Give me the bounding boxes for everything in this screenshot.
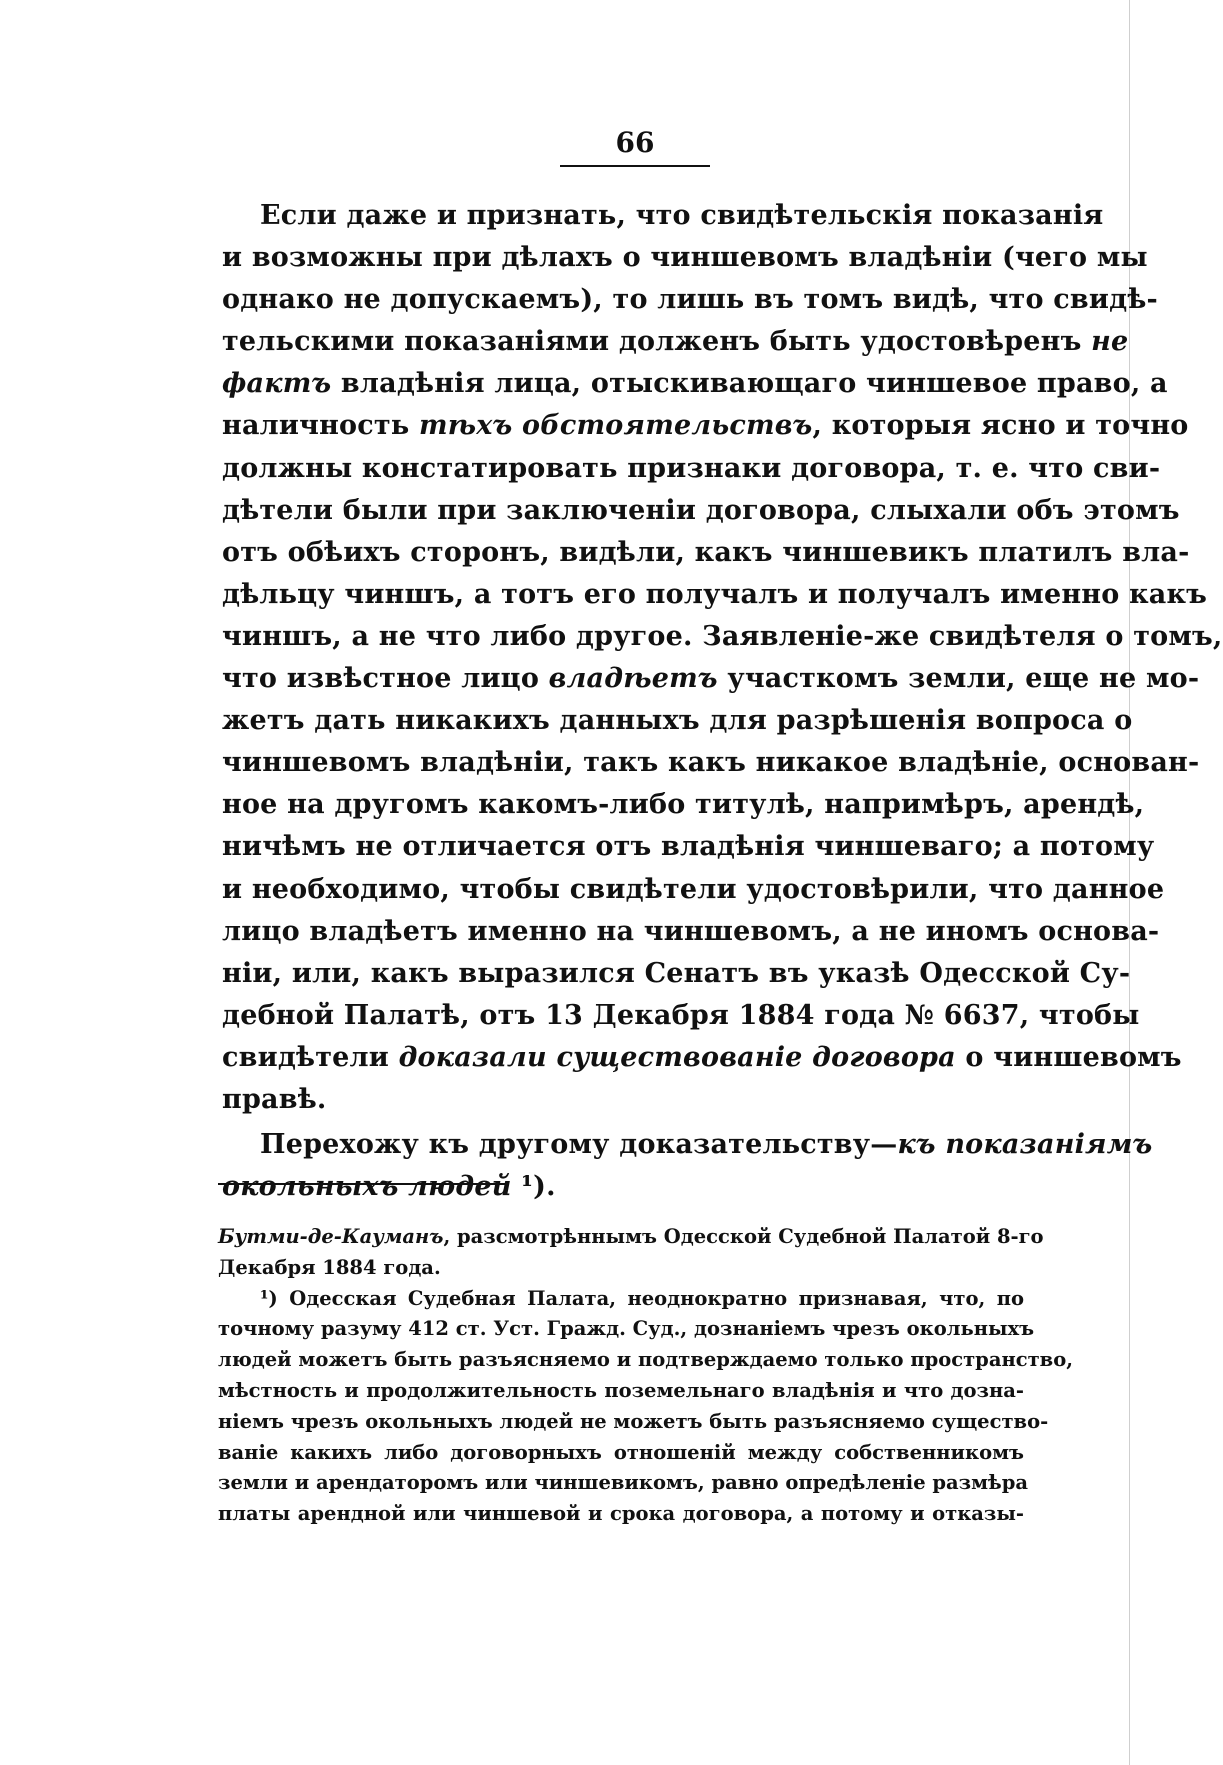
body-italic-text: тѣхъ обстоятельствъ — [418, 410, 813, 442]
body-line — [222, 448, 1161, 490]
footnote-text: земли и арендаторомъ или чиншевикомъ, равно опредѣленіе размѣра — [218, 1471, 1029, 1495]
footnote-text: людей можетъ быть разъясняемо и подтверждаемо только пространство, — [218, 1348, 1074, 1372]
body-italic-text: окольныхъ людей — [222, 1171, 512, 1203]
footnote-line — [218, 1345, 1074, 1376]
body-line — [222, 911, 1160, 953]
body-text: отъ обѣихъ сторонъ, видѣли, какъ чиншевикъ платилъ вла- — [222, 536, 1190, 568]
body-line — [222, 321, 1129, 363]
footnote-line — [218, 1438, 1024, 1469]
body-line — [222, 405, 1189, 447]
body-text: ¹). — [511, 1171, 556, 1203]
body-text: Если даже и признать, что свидѣтельскія показанія — [260, 200, 1104, 231]
body-text: ніи, или, какъ выразился Сенатъ въ указѣ Одесской Су- — [222, 957, 1131, 989]
body-line — [222, 532, 1190, 574]
body-text: наличность — [222, 410, 419, 442]
footnote-text: ваніе какихъ либо договорныхъ отношеній между собственникомъ — [218, 1440, 1024, 1464]
footnote-line — [218, 1468, 1029, 1499]
body-line — [222, 363, 1168, 405]
body-text: дѣльцу чиншъ, а тотъ его получалъ и получалъ именно какъ — [222, 578, 1208, 610]
body-text: , которыя ясно и точно — [812, 410, 1189, 442]
footnote-text: мѣстность и продолжительность поземельнаго владѣнія и что дозна- — [218, 1378, 1024, 1402]
body-italic-text: доказали существованіе договора — [398, 1041, 956, 1073]
footnote-line — [218, 1499, 1024, 1530]
page-number: 66 — [560, 126, 710, 167]
body-text: владѣнія лица, отыскивающаго чиншевое право, а — [331, 368, 1168, 400]
body-text: дебной Палатѣ, отъ 13 Декабря 1884 года № 6637, чтобы — [222, 999, 1140, 1031]
body-line — [222, 826, 1155, 868]
body-line — [222, 953, 1131, 995]
body-line — [222, 490, 1180, 532]
body-text: правѣ. — [222, 1083, 327, 1115]
footnote-line — [218, 1407, 1049, 1438]
body-line — [222, 742, 1200, 784]
body-text: должны констатировать признаки договора, т. е. что сви- — [222, 452, 1161, 484]
body-text: однако не допускаемъ), то лишь въ томъ видѣ, что свидѣ- — [222, 284, 1158, 316]
body-line — [222, 1037, 1182, 1079]
body-text: ничѣмъ не отличается отъ владѣнія чиншеваго; а потому — [222, 831, 1155, 863]
body-text: чиншевомъ владѣніи, такъ какъ никакое владѣніе, основан- — [222, 747, 1200, 779]
footnote-line — [218, 1253, 1024, 1284]
body-line — [222, 1124, 1153, 1166]
footnote-line — [218, 1222, 1044, 1253]
footnote-text: точному разуму 412 ст. Уст. Гражд. Суд., дознаніемъ чрезъ окольныхъ — [218, 1317, 1035, 1341]
body-text: жетъ дать никакихъ данныхъ для разрѣшенія вопроса о — [222, 705, 1133, 737]
body-line — [222, 784, 1145, 826]
body-text: и необходимо, чтобы свидѣтели удостовѣрили, что данное — [222, 873, 1165, 905]
body-text: чиншъ, а не что либо другое. Заявленіе-же свидѣтеля о томъ, — [222, 620, 1223, 652]
body-line — [222, 616, 1223, 658]
body-line — [222, 195, 1104, 237]
footnote-text: платы арендной или чиншевой и срока договора, а потому и отказы- — [218, 1502, 1024, 1526]
footnotes — [218, 1222, 1074, 1530]
footnote-text: , разсмотрѣннымъ Одесской Судебной Палатой 8-го — [443, 1225, 1044, 1248]
footnote-separator — [218, 1183, 508, 1185]
body-text: тельскими показаніями долженъ быть удостовѣренъ — [222, 326, 1092, 358]
body-italic-text: владѣетъ — [548, 663, 718, 695]
footnote-line — [218, 1376, 1024, 1407]
footnote-text: Декабря 1884 года. — [218, 1255, 441, 1279]
body-text: ное на другомъ какомъ-либо титулѣ, напримѣръ, арендѣ, — [222, 789, 1145, 821]
body-text: о чиншевомъ — [955, 1041, 1182, 1073]
body-text: что извѣстное лицо — [222, 663, 549, 695]
body-text: свидѣтели — [222, 1041, 399, 1073]
body-text: участкомъ земли, еще не мо- — [717, 663, 1200, 695]
body-italic-text: фактъ — [222, 368, 332, 400]
body-text: дѣтели были при заключеніи договора, слыхали объ этомъ — [222, 494, 1180, 526]
body-line — [222, 700, 1133, 742]
footnote-line — [218, 1314, 1035, 1345]
footnote-text: ніемъ чрезъ окольныхъ людей не можетъ быть разъясняемо существо- — [218, 1409, 1049, 1433]
body-line — [222, 279, 1158, 321]
body-line — [222, 869, 1165, 911]
body-text: лицо владѣетъ именно на чиншевомъ, а не иномъ основа- — [222, 915, 1160, 947]
body-text: и возможны при дѣлахъ о чиншевомъ владѣніи (чего мы — [222, 242, 1148, 274]
body-line — [222, 995, 1140, 1037]
body-italic-text: къ показаніямъ — [897, 1129, 1153, 1161]
footnote-line — [218, 1284, 1024, 1315]
footnote-text: ¹) Одесская Судебная Палата, неоднократно признавая, что, по — [260, 1286, 1024, 1310]
body-text: Перехожу къ другому доказательству— — [260, 1129, 898, 1161]
body-line — [222, 1079, 1022, 1121]
body-line — [222, 237, 1148, 279]
body-line — [222, 574, 1208, 616]
body-italic-text: не — [1091, 326, 1129, 358]
main-text — [222, 195, 1223, 1208]
footnote-italic-text: Бутми-де-Кауманъ — [218, 1225, 444, 1248]
body-line — [222, 658, 1200, 700]
body-line — [222, 1166, 1022, 1208]
